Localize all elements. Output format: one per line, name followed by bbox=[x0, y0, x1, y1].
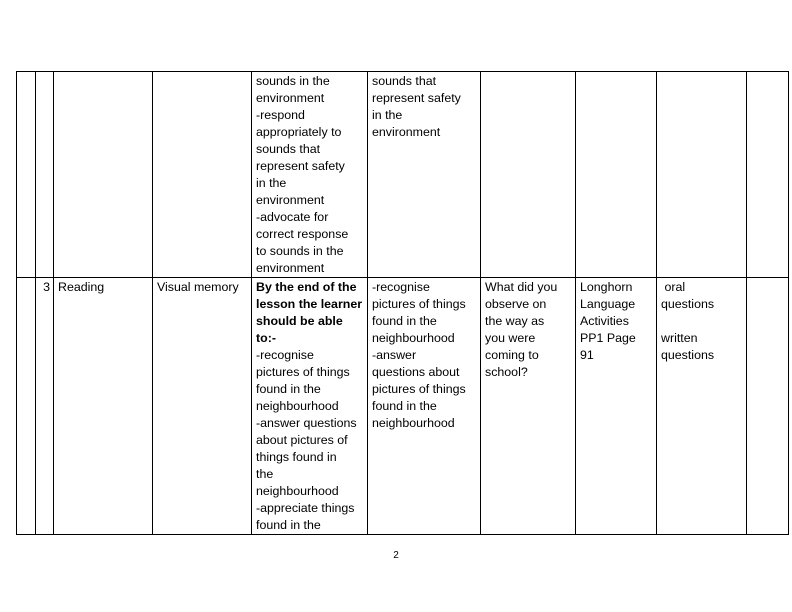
cell-text-line: oral bbox=[661, 280, 686, 294]
cell-text-line: represent safety bbox=[256, 159, 345, 173]
key-inquiry-cell bbox=[481, 278, 576, 535]
cell-text-line: appropriately to bbox=[256, 125, 342, 139]
cell-text-line: found in the bbox=[372, 399, 437, 413]
outcome-intro-line: By the end of the bbox=[256, 280, 357, 294]
reflection-cell bbox=[747, 72, 789, 278]
cell-text-line: about pictures of bbox=[256, 433, 348, 447]
key-inquiry-cell bbox=[481, 72, 576, 278]
cell-text-line: pictures of things bbox=[372, 297, 466, 311]
learning-experiences-cell bbox=[368, 72, 481, 278]
cell-text-line: school? bbox=[485, 365, 528, 379]
cell-text-line: neighbourhood bbox=[256, 399, 339, 413]
cell-text-line: Activities bbox=[580, 314, 629, 328]
cell-text-line: sounds that bbox=[372, 74, 437, 88]
cell-text-line: environment bbox=[372, 125, 441, 139]
cell-text-line: Language bbox=[580, 297, 636, 311]
resources-cell bbox=[576, 72, 657, 278]
cell-text-line: coming to bbox=[485, 348, 539, 362]
cell-text-line: What did you bbox=[485, 280, 558, 294]
cell-text-line: sounds in the bbox=[256, 74, 330, 88]
cell-text-line: the bbox=[256, 467, 274, 481]
cell-text-line: -answer questions bbox=[256, 416, 357, 430]
cell-text-line: in the bbox=[256, 176, 287, 190]
outcome-intro-line: should be able bbox=[256, 314, 343, 328]
cell-text-line: questions bbox=[661, 297, 715, 311]
scheme-of-work-table bbox=[16, 71, 789, 535]
cell-text-line: neighbourhood bbox=[372, 416, 455, 430]
learning-outcomes-cell bbox=[252, 72, 368, 278]
cell-text-line: environment bbox=[256, 91, 325, 105]
cell-text-line: in the bbox=[372, 108, 403, 122]
cell-text-line: -recognise bbox=[372, 280, 430, 294]
cell-text-line: environment bbox=[256, 193, 325, 207]
sub-strand-cell bbox=[153, 72, 252, 278]
cell-text-line: pictures of things bbox=[372, 382, 466, 396]
cell-text-line: -appreciate things bbox=[256, 501, 355, 515]
strand-cell bbox=[54, 72, 153, 278]
cell-text-line: found in the bbox=[372, 314, 437, 328]
cell-text-line: correct response bbox=[256, 227, 349, 241]
cell-text-line: observe on bbox=[485, 297, 547, 311]
cell-text-line: found in the bbox=[256, 382, 321, 396]
cell-text-line: 91 bbox=[580, 348, 594, 362]
resources-cell bbox=[576, 278, 657, 535]
sub-strand-cell: Visual memory bbox=[153, 278, 252, 535]
cell-text-line: -answer bbox=[372, 348, 417, 362]
week-cell bbox=[17, 72, 36, 278]
cell-text-line: -recognise bbox=[256, 348, 314, 362]
outcome-intro-line: to:- bbox=[256, 331, 276, 345]
cell-text-line: questions bbox=[661, 348, 715, 362]
cell-text-line: found in the bbox=[256, 518, 321, 532]
cell-text-line: things found in bbox=[256, 450, 337, 464]
week-cell bbox=[17, 278, 36, 535]
assessment-cell bbox=[657, 72, 747, 278]
cell-text-line bbox=[661, 313, 742, 330]
cell-text-line: the way as bbox=[485, 314, 545, 328]
cell-text-line: represent safety bbox=[372, 91, 461, 105]
cell-text-line: neighbourhood bbox=[372, 331, 455, 345]
cell-text-line: you were bbox=[485, 331, 536, 345]
reflection-cell bbox=[747, 278, 789, 535]
outcome-intro-line: lesson the learner bbox=[256, 297, 363, 311]
lesson-cell: 3 bbox=[36, 278, 54, 535]
cell-text-line: written bbox=[661, 331, 698, 345]
cell-text-line: sounds that bbox=[256, 142, 321, 156]
learning-experiences-cell bbox=[368, 278, 481, 535]
table-row bbox=[17, 278, 789, 535]
strand-cell: Reading bbox=[54, 278, 153, 535]
cell-text-line: questions about bbox=[372, 365, 460, 379]
cell-text-line: -respond bbox=[256, 108, 305, 122]
cell-text-line: to sounds in the bbox=[256, 244, 344, 258]
cell-text-line: neighbourhood bbox=[256, 484, 339, 498]
cell-text-line: environment bbox=[256, 261, 325, 275]
lesson-cell bbox=[36, 72, 54, 278]
cell-text-line: pictures of things bbox=[256, 365, 350, 379]
cell-text-line: -advocate for bbox=[256, 210, 329, 224]
assessment-cell bbox=[657, 278, 747, 535]
learning-outcomes-cell bbox=[252, 278, 368, 535]
cell-text-line: PP1 Page bbox=[580, 331, 636, 345]
page-number: 2 bbox=[393, 550, 399, 561]
table-row bbox=[17, 72, 789, 278]
cell-text-line: Longhorn bbox=[580, 280, 633, 294]
